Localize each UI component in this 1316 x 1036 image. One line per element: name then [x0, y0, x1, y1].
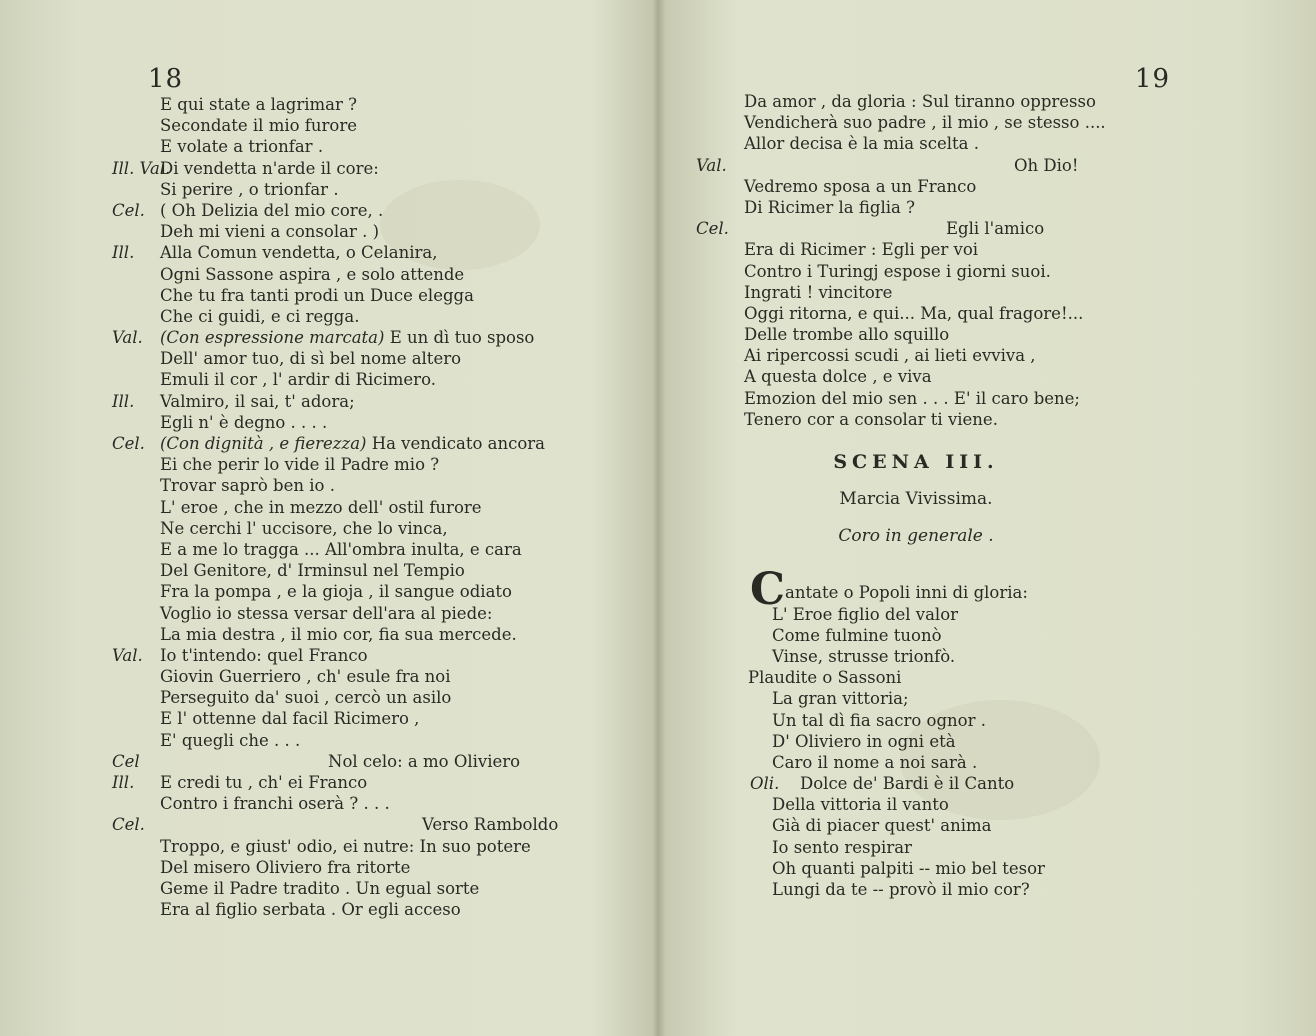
speaker-label: Oli. [750, 774, 780, 794]
verse-text: Ingrati ! vincitore [744, 282, 893, 302]
verse-text: Che ci guidi, e ci regga. [160, 306, 360, 326]
speaker-label: Cel. [112, 200, 145, 220]
text-line [696, 155, 1216, 176]
text-line [112, 857, 632, 878]
verse-text: La gran vittoria; [772, 689, 909, 709]
verse-text: Nol celo: a mo Oliviero [328, 751, 521, 771]
text-line [112, 179, 632, 200]
text-line [696, 667, 1216, 688]
text-line [112, 687, 632, 708]
text-line [112, 793, 632, 814]
verse-text: Da amor , da gloria : Sul tiranno oppresso [744, 92, 1096, 111]
text-line [112, 115, 632, 136]
text-line [112, 899, 632, 920]
verse-text: Un tal dì fia sacro ognor . [772, 710, 986, 730]
text-line [112, 560, 632, 581]
verse-text: Dolce de' Bardi è il Canto [800, 774, 1015, 794]
text-line [696, 773, 1216, 794]
verse-text: Emuli il cor , l' ardir di Ricimero. [160, 370, 436, 390]
verse-text: E' quegli che . . . [160, 730, 301, 750]
text-line [696, 303, 1216, 324]
verse-text: Egli l'amico [946, 219, 1045, 239]
text-line [696, 324, 1216, 345]
speaker-label: Val. [112, 328, 143, 348]
music-direction: Marcia Vivissima. [839, 489, 993, 510]
text-line [112, 603, 632, 624]
verse-text: Verso Ramboldo [422, 815, 559, 835]
verse-text: Già di piacer quest' anima [772, 816, 992, 836]
verse-text: Io sento respirar [772, 837, 912, 857]
text-line [112, 751, 632, 772]
verse-text: E volate a trionfar . [160, 137, 324, 157]
speaker-label: Cel [112, 751, 140, 771]
text-line [112, 475, 632, 496]
verse-text: Allor decisa è la mia scelta . [744, 134, 980, 154]
speaker-label: Ill. [112, 243, 135, 263]
verse-text: D' Oliviero in ogni età [772, 731, 956, 751]
verse-text: Giovin Guerriero , ch' esule fra noi [160, 667, 451, 687]
verse-text: Lungi da te -- provò il mio cor? [772, 880, 1030, 900]
text-line [112, 285, 632, 306]
text-line [112, 645, 632, 666]
page-number: 18 [148, 64, 184, 94]
verse-text: A questa dolce , e viva [744, 367, 932, 387]
text-line [696, 239, 1216, 260]
verse-text: Dell' amor tuo, di sì bel nome altero [160, 349, 462, 369]
text-line [112, 221, 632, 242]
verse-text: Geme il Padre tradito . Un egual sorte [160, 878, 480, 898]
text-line [112, 391, 632, 412]
text-line [696, 710, 1216, 731]
speaker-label: Ill. [112, 773, 135, 792]
speaker-label: Val. [696, 155, 727, 175]
verse-text: Si perire , o trionfar . [160, 179, 339, 199]
verse-text: Della vittoria il vanto [772, 795, 949, 815]
text-line [696, 731, 1216, 752]
verse-text: Ne cerchi l' uccisore, che lo vinca, [160, 518, 448, 538]
verse-text: Trovar saprò ben io . [160, 476, 335, 496]
verse-text: Oh quanti palpiti -- mio bel tesor [772, 858, 1045, 878]
text-line [696, 261, 1216, 282]
right-page-text [696, 91, 1216, 900]
drop-cap: C [750, 563, 786, 615]
page-number: 19 [1134, 64, 1170, 94]
verse-text: Voglio io stessa versar dell'ara al piede: [160, 603, 493, 623]
text-line [696, 197, 1216, 218]
verse-text: (Con dignità , e fierezza) Ha vendicato ancora [160, 434, 545, 453]
verse-text: Vedremo sposa a un Franco [744, 176, 977, 196]
chorus-direction: Coro in generale . [838, 526, 994, 547]
text-line [112, 454, 632, 475]
text-line [112, 772, 632, 793]
speaker-label: Cel. [112, 815, 145, 835]
verse-text: Ei che perir lo vide il Padre mio ? [160, 455, 440, 475]
verse-text: Era di Ricimer : Egli per voi [744, 240, 979, 260]
text-line [112, 200, 632, 221]
verse-text: E qui state a lagrimar ? [160, 95, 357, 114]
text-line [112, 539, 632, 560]
text-line [696, 625, 1216, 646]
text-line [112, 814, 632, 835]
verse-text: (Con espressione marcata) E un dì tuo sposo [160, 328, 535, 348]
verse-text: Tenero cor a consolar ti viene. [744, 409, 998, 429]
verse-text: Era al figlio serbata . Or egli acceso [160, 900, 461, 920]
verse-text: Io t'intendo: quel Franco [160, 645, 368, 665]
verse-text: E credi tu , ch' ei Franco [160, 773, 368, 792]
text-line [696, 646, 1216, 667]
verse-text: Vendicherà suo padre , il mio , se stesso .... [744, 113, 1106, 133]
first-line-rest: antate o Popoli inni di gloria: [785, 582, 1028, 602]
text-line [112, 158, 632, 179]
text-line [696, 604, 1216, 625]
verse-text: Del Genitore, d' Irminsul nel Tempio [160, 561, 465, 581]
text-line [696, 133, 1216, 154]
verse-text: Troppo, e giust' odio, ei nutre: In suo potere [160, 836, 531, 856]
text-line [112, 412, 632, 433]
text-line [696, 282, 1216, 303]
speaker-label: Ill. [112, 391, 135, 411]
verse-text: Valmiro, il sai, t' adora; [160, 391, 355, 411]
verse-text: Alla Comun vendetta, o Celanira, [160, 243, 438, 263]
verse-text: Contro i franchi oserà ? . . . [160, 794, 390, 814]
verse-text: Oggi ritorna, e qui... Ma, qual fragore!... [744, 303, 1084, 323]
text-line [112, 306, 632, 327]
speaker-label: Ill. Val. [112, 158, 171, 178]
verse-text: Plaudite o Sassoni [748, 668, 902, 688]
left-page-text [112, 94, 632, 920]
text-line [112, 497, 632, 518]
verse-text: Fra la pompa , e la gioja , il sangue odiato [160, 582, 512, 602]
text-line [112, 581, 632, 602]
text-line [696, 858, 1216, 879]
verse-text: Di Ricimer la figlia ? [744, 197, 915, 217]
text-line [112, 730, 632, 751]
verse-text: L' eroe , che in mezzo dell' ostil furore [160, 497, 482, 517]
text-line [112, 624, 632, 645]
scene-heading: SCENA III. [833, 451, 999, 473]
verse-text: Delle trombe allo squillo [744, 325, 950, 345]
text-line [696, 345, 1216, 366]
speaker-label: Cel. [696, 219, 729, 239]
text-line [696, 366, 1216, 387]
text-line [696, 91, 1216, 112]
verse-text: Vinse, strusse trionfò. [772, 646, 956, 666]
verse-text: Ai ripercossi scudi , ai lieti evviva , [744, 346, 1036, 366]
speaker-label: Cel. [112, 434, 145, 453]
verse-text: Egli n' è degno . . . . [160, 412, 328, 432]
text-line [696, 176, 1216, 197]
text-line [696, 879, 1216, 900]
text-line [696, 837, 1216, 858]
verse-text: Contro i Turingj espose i giorni suoi. [744, 261, 1051, 281]
verse-text: Come fulmine tuonò [772, 625, 942, 645]
text-line [112, 369, 632, 390]
verse-text: Secondate il mio furore [160, 116, 358, 136]
text-line [112, 708, 632, 729]
verse-text: E a me lo tragga ... All'ombra inulta, e cara [160, 539, 522, 559]
text-line [112, 836, 632, 857]
text-line [696, 752, 1216, 773]
verse-text: Emozion del mio sen . . . E' il caro bene; [744, 388, 1080, 408]
verse-text: Caro il nome a noi sarà . [772, 752, 978, 772]
left-page [0, 0, 656, 1036]
text-line [696, 688, 1216, 709]
verse-text: Perseguito da' suoi , cercò un asilo [160, 688, 452, 708]
text-line [112, 878, 632, 899]
text-line [112, 518, 632, 539]
right-page [660, 0, 1316, 1036]
speaker-label: Val. [112, 645, 143, 665]
text-line [696, 815, 1216, 836]
text-line [112, 136, 632, 157]
verse-text: Deh mi vieni a consolar . ) [160, 222, 380, 242]
verse-text: Di vendetta n'arde il core: [160, 158, 379, 178]
text-line [696, 388, 1216, 409]
text-line [696, 112, 1216, 133]
verse-text: La mia destra , il mio cor, fia sua mercede. [160, 624, 517, 644]
text-line [696, 794, 1216, 815]
text-line [696, 409, 1216, 430]
text-line [112, 433, 632, 454]
verse-text: Che tu fra tanti prodi un Duce elegga [160, 285, 474, 305]
verse-text: Oh Dio! [1014, 155, 1079, 175]
verse-text: ( Oh Delizia del mio core, . [160, 200, 384, 220]
text-line [112, 666, 632, 687]
verse-text: Ogni Sassone aspira , e solo attende [160, 264, 465, 284]
verse-text: L' Eroe figlio del valor [772, 604, 959, 624]
text-line [112, 264, 632, 285]
text-line [112, 242, 632, 263]
text-line [112, 348, 632, 369]
text-line [696, 218, 1216, 239]
text-line [112, 327, 632, 348]
verse-text: E l' ottenne dal facil Ricimero , [160, 709, 420, 729]
verse-text: Del misero Oliviero fra ritorte [160, 857, 411, 877]
text-line [112, 94, 632, 115]
